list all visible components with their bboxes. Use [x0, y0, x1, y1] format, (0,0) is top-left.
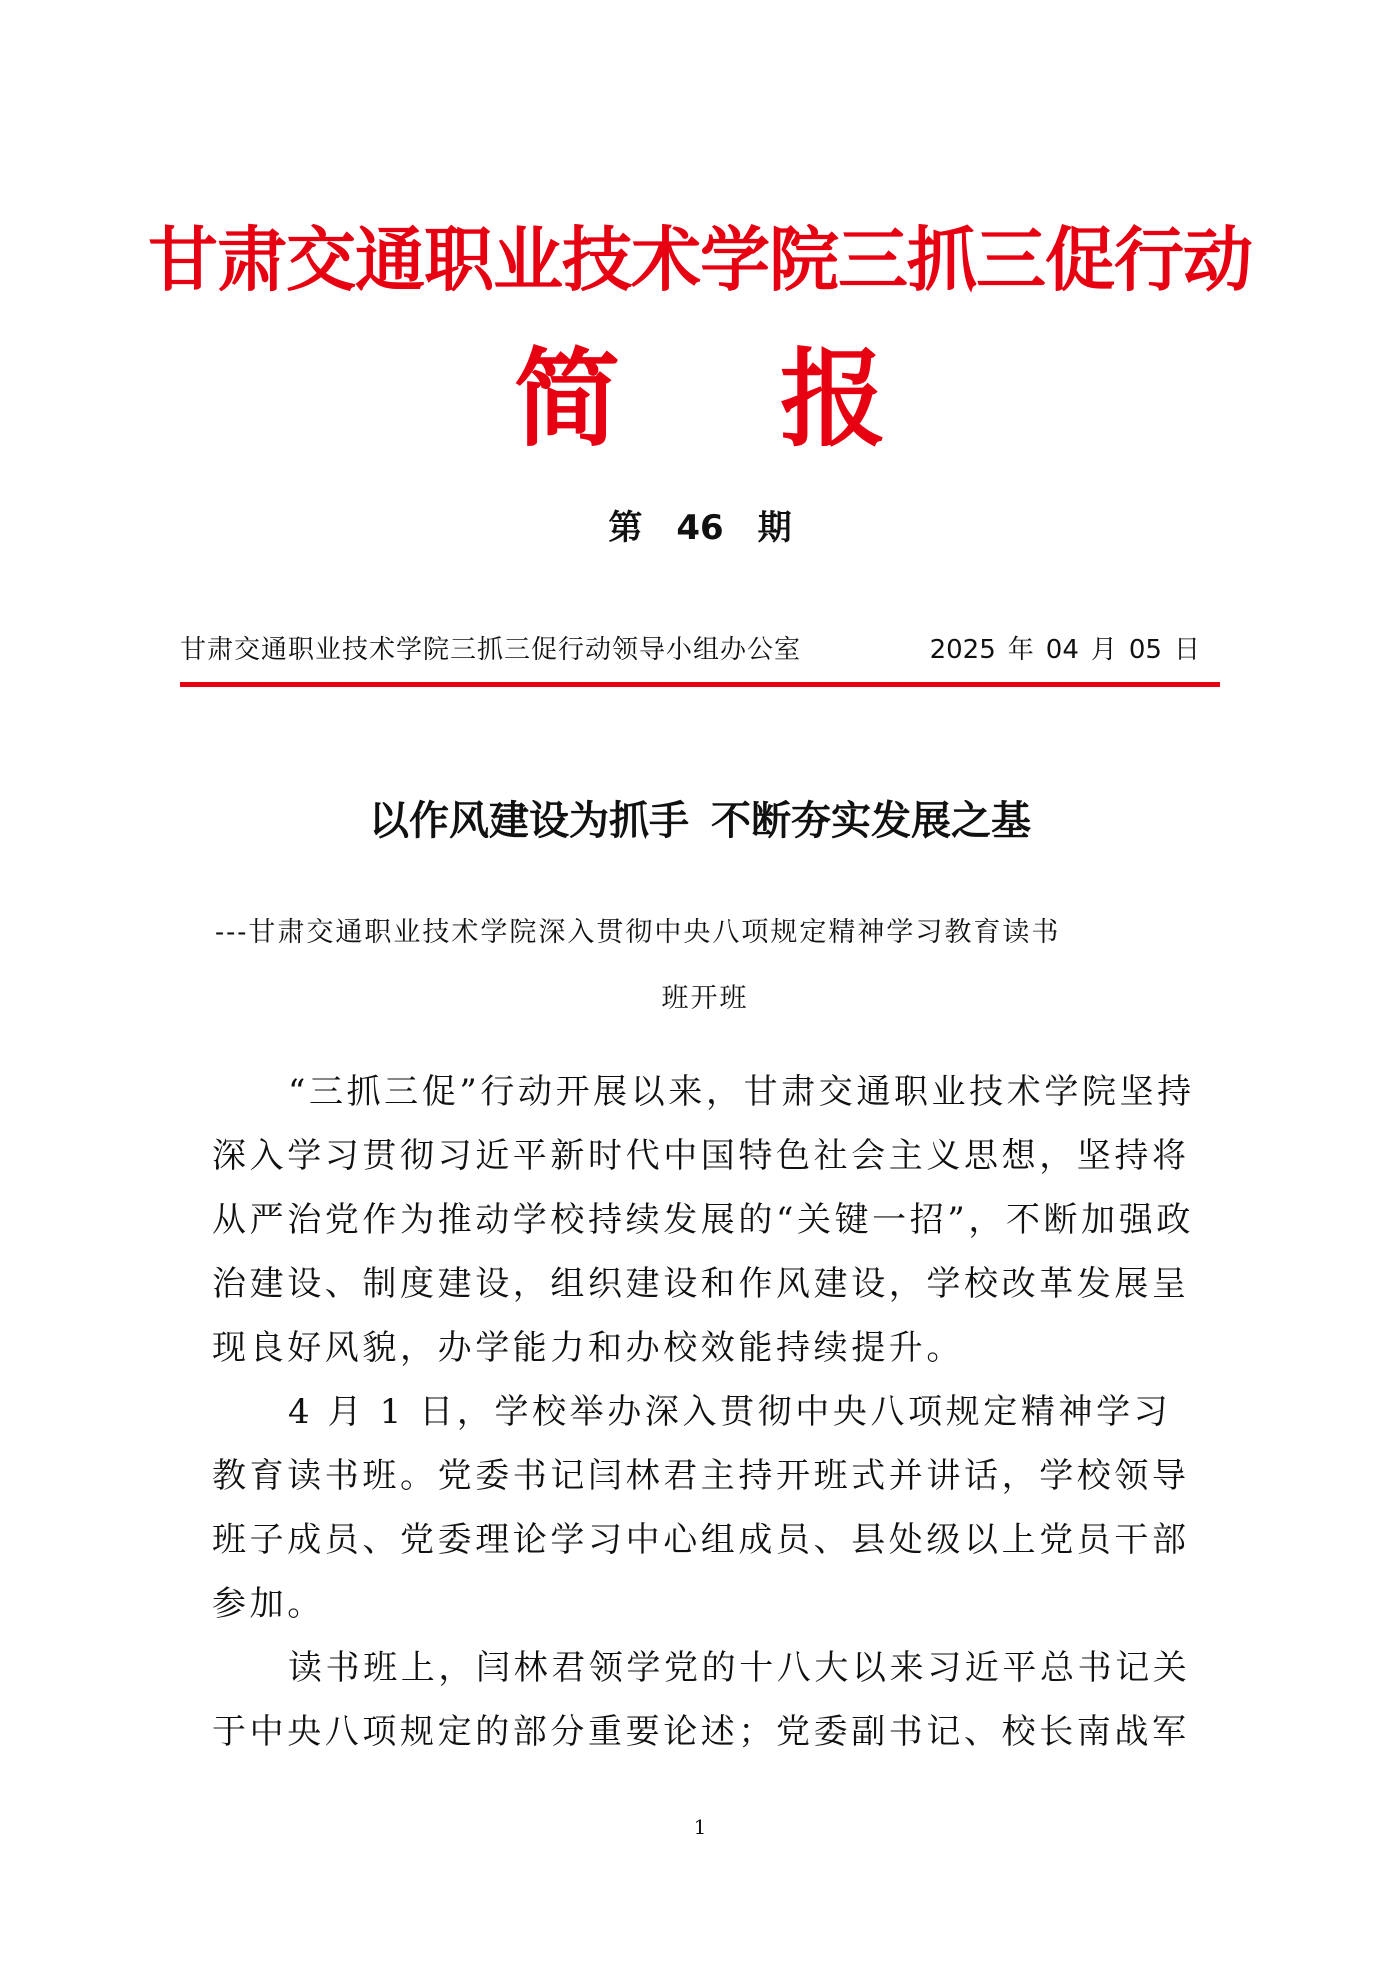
masthead-subtitle [0, 335, 1400, 465]
article-body [212, 1060, 1202, 1764]
issue-number [0, 500, 1400, 556]
subtitle-line2: 班开班 [661, 983, 749, 1014]
date-day: 05 [1128, 635, 1162, 665]
red-divider [180, 682, 1220, 687]
issue-date [930, 628, 1200, 672]
article-subtitle [215, 900, 1195, 1032]
masthead-title: 甘肃交通职业技术学院三抓三促行动 [148, 219, 1252, 301]
article-title [0, 790, 1400, 852]
issuer-date-row [180, 628, 1220, 672]
body-paragraph: 读书班上，闫林君领学党的十八大以来习近平总书记关于中央八项规定的部分重要论述；党委副书记、校长南战军 [212, 1648, 1191, 1752]
article-title-part2: 不断夯实发展之基 [711, 797, 1031, 844]
body-paragraph: “三抓三促”行动开展以来，甘肃交通职业技术学院坚持深入学习贯彻习近平新时代中国特色社会主义思想，坚持将从严治党作为推动学校持续发展的“关键一招”，不断加强政治建设、制度建设，组织建设和作风建设，学校改革发展呈现良好风貌，办学能力和办校效能持续提升。 [212, 1072, 1195, 1368]
date-day-unit: 日 [1173, 635, 1200, 665]
date-year-unit: 年 [1007, 635, 1034, 665]
masthead-subtitle-part1: 简 [514, 338, 620, 461]
page-number: 1 [693, 1815, 707, 1839]
masthead-subtitle-part2: 报 [780, 338, 886, 461]
subtitle-line1: ---甘肃交通职业技术学院深入贯彻中央八项规定精神学习教育读书 [215, 917, 1061, 948]
body-paragraph: 4 月 1 日，学校举办深入贯彻中央八项规定精神学习教育读书班。党委书记闫林君主持开班式并讲话，学校领导班子成员、党委理论学习中心组成员、县处级以上党员干部参加。 [212, 1392, 1190, 1624]
issue-value: 46 [676, 508, 724, 548]
date-year: 2025 [929, 635, 996, 665]
issue-suffix: 期 [757, 508, 792, 548]
article-title-part1: 以作风建设为抓手 [369, 797, 689, 844]
issue-prefix: 第 [608, 508, 643, 548]
date-month: 04 [1045, 635, 1079, 665]
issuing-office: 甘肃交通职业技术学院三抓三促行动领导小组办公室 [180, 635, 802, 665]
date-month-unit: 月 [1090, 635, 1117, 665]
